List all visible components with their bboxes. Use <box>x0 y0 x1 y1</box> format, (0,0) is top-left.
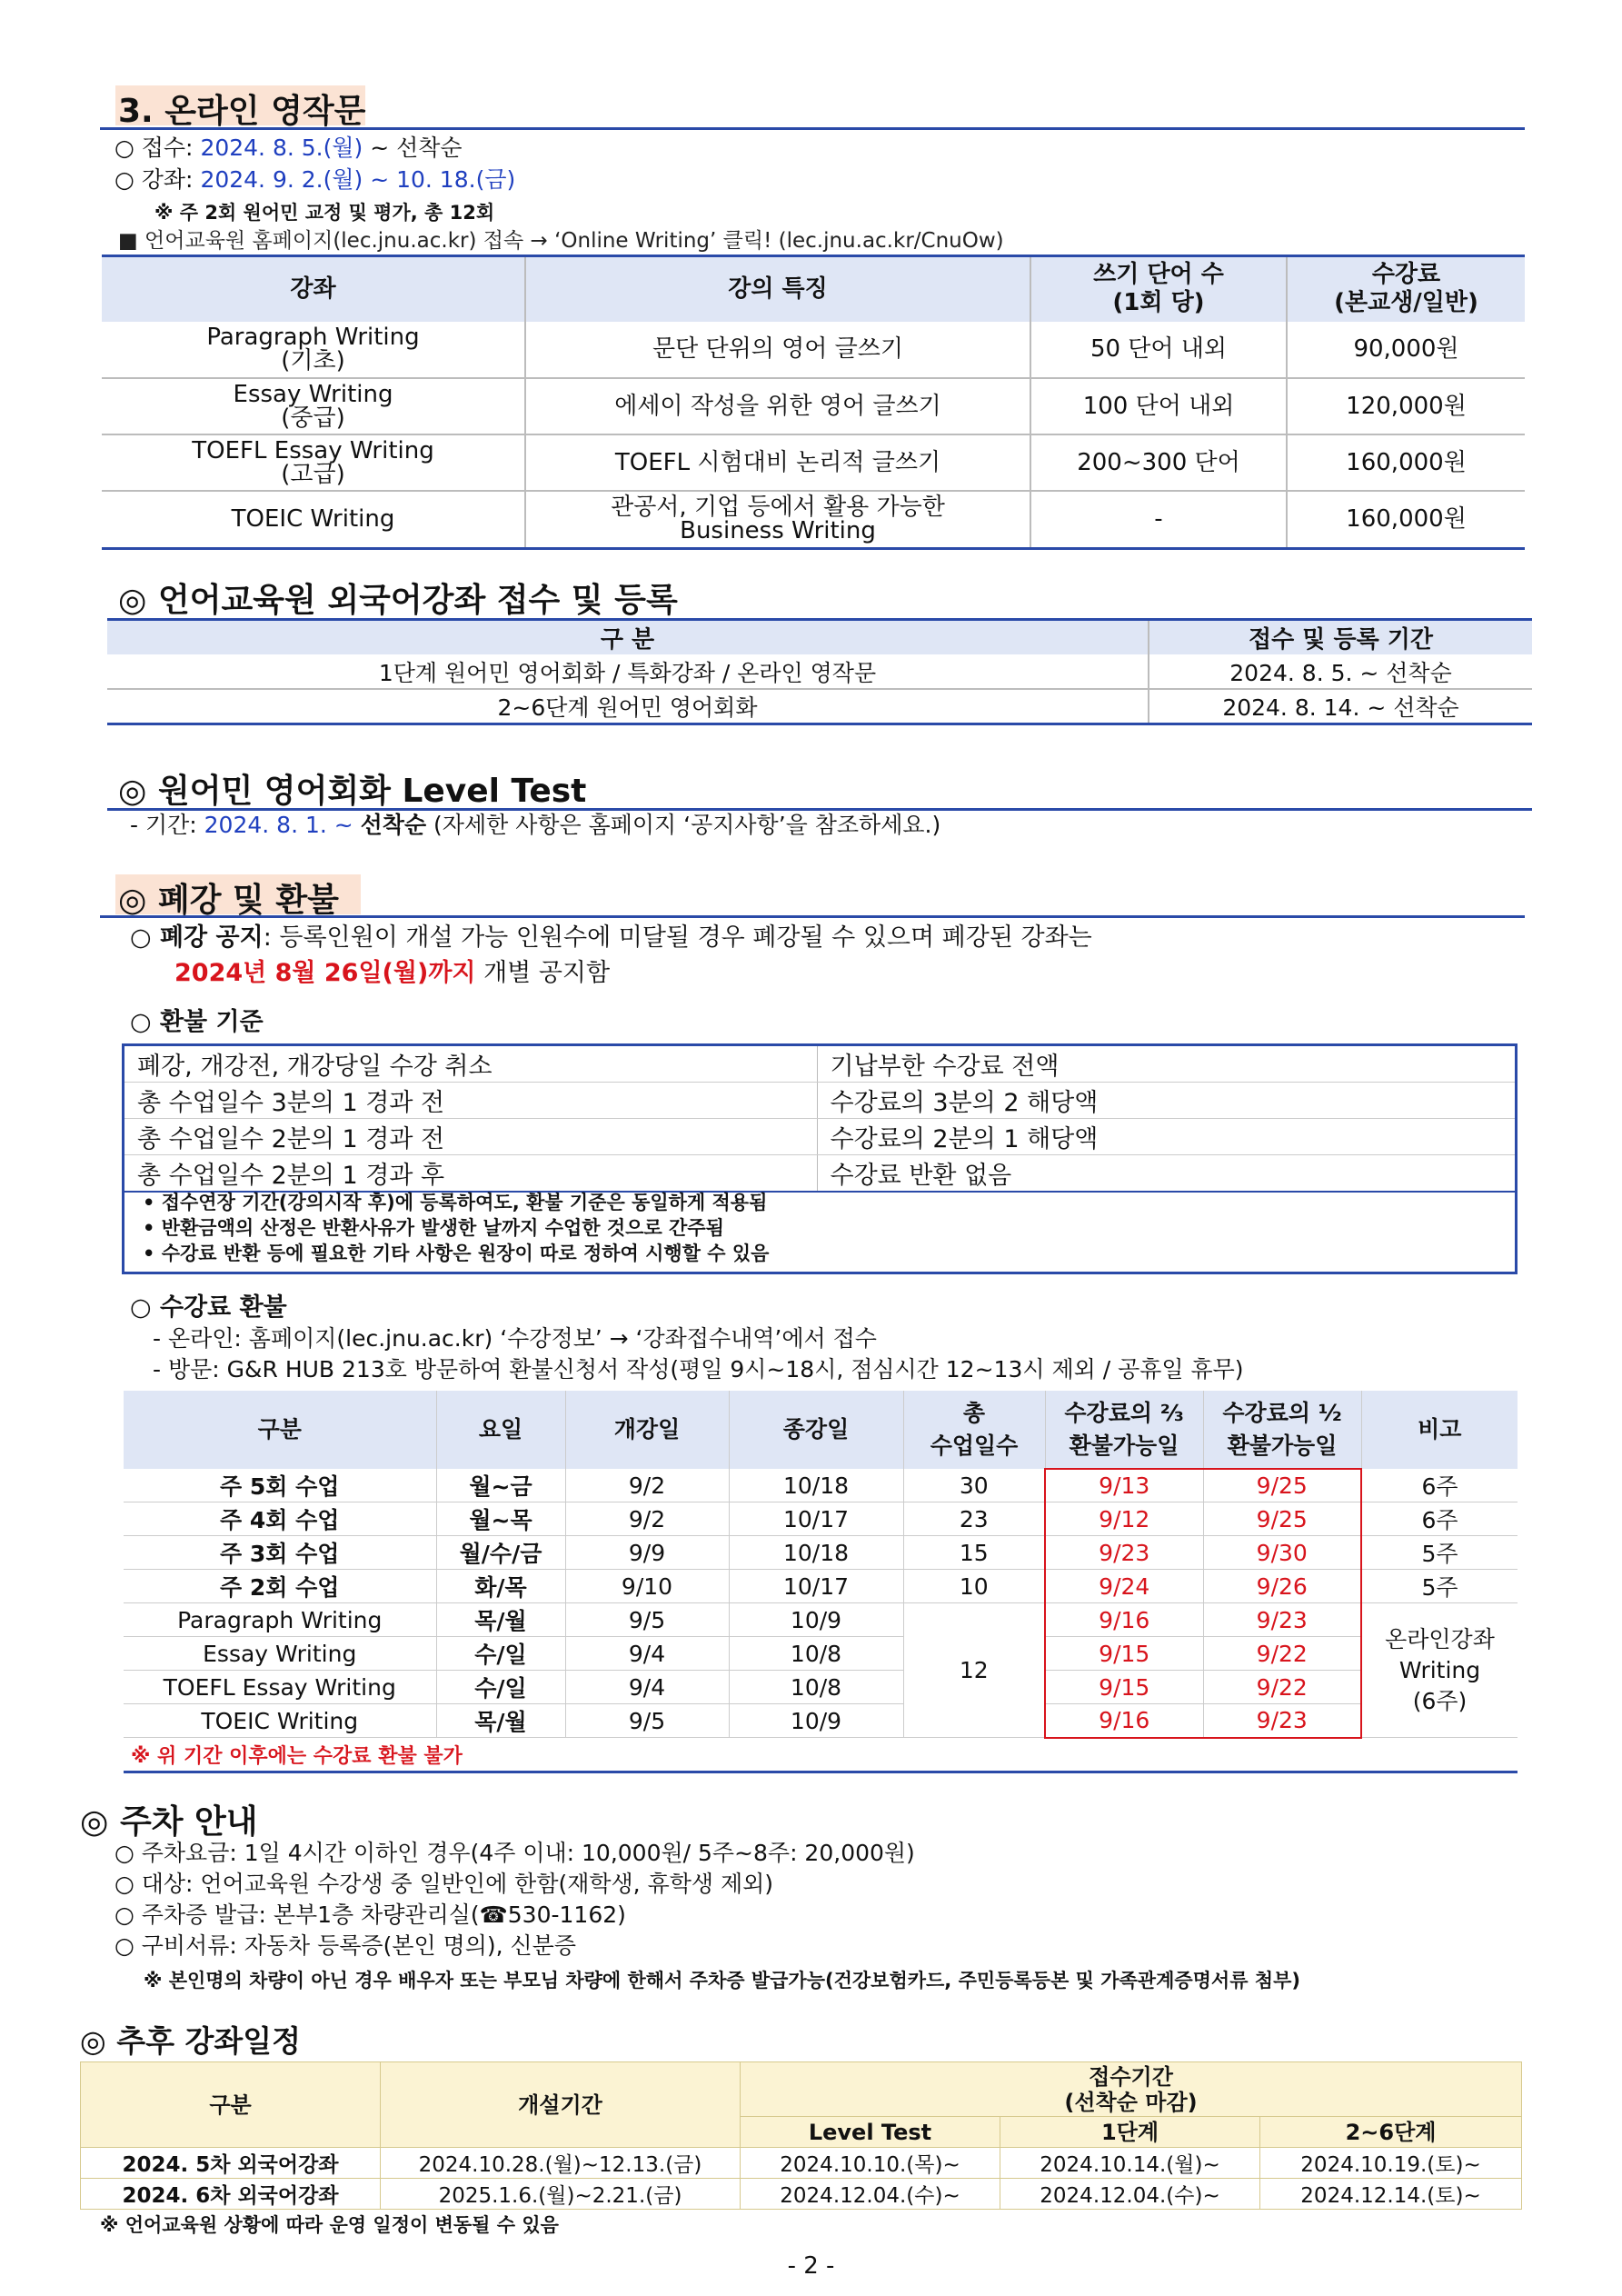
header-words: 쓰기 단어 수 (1회 당) <box>1030 256 1287 322</box>
fee-refund-online: - 온라인: 홈페이지(lec.jnu.ac.kr) ‘수강정보’ → ‘강좌접수내역’에서 접수 <box>153 1325 877 1352</box>
header-registration-period: 접수기간 (선착순 마감) <box>741 2062 1522 2117</box>
writing-note: 온라인강좌 Writing (6주) <box>1361 1603 1518 1738</box>
header-stage1: 1단계 <box>1000 2117 1260 2148</box>
parking-item: ○ 대상: 언어교육원 수강생 중 일반인에 한함(재학생, 휴학생 제외) <box>114 1871 774 1897</box>
header-feature: 강의 특징 <box>525 256 1030 322</box>
table-row: 총 수업일수 3분의 1 경과 전 수강료의 3분의 2 해당액 <box>124 1083 1515 1119</box>
header-note: 비고 <box>1361 1391 1518 1469</box>
header-stage2-6: 2~6단계 <box>1260 2117 1522 2148</box>
table-row: 총 수업일수 2분의 1 경과 후 수강료 반환 없음 <box>124 1155 1515 1193</box>
header-category: 구분 <box>81 2062 381 2148</box>
parking-item: ○ 주차요금: 1일 4시간 이하인 경우(4주 이내: 10,000원/ 5주~8주: 20,000원) <box>114 1840 915 1866</box>
header-refund-two-thirds: 수강료의 ⅔ 환불가능일 <box>1045 1391 1203 1469</box>
header-level-test: Level Test <box>741 2117 1000 2148</box>
fee-refund-title: ○ 수강료 환불 <box>130 1293 287 1322</box>
header-day: 요일 <box>436 1391 565 1469</box>
online-writing-access: ■ 언어교육원 홈페이지(lec.jnu.ac.kr) 접속 → ‘Online Writing’ 클릭! (lec.jnu.ac.kr/CnuOw) <box>118 229 1004 253</box>
parking-item: ○ 주차증 발급: 본부1층 차량관리실(☎530-1162) <box>114 1902 626 1928</box>
section-title-schedule: ◎ 추후 강좌일정 <box>80 2023 302 2059</box>
registration-table <box>107 618 1532 725</box>
refund-criteria-table <box>124 1046 1515 1193</box>
header-category: 구분 <box>124 1391 436 1469</box>
table-row: Essay Writing (중급) 에세이 작성을 위한 영어 글쓰기 100 단어 내외 120,000원 <box>102 378 1525 434</box>
future-schedule-table <box>80 2061 1522 2210</box>
table-row: 폐강, 개강전, 개강당일 수강 취소 기납부한 수강료 전액 <box>124 1046 1515 1083</box>
section-title-registration: ◎ 언어교육원 외국어강좌 접수 및 등록 <box>118 582 678 619</box>
header-course: 강좌 <box>102 256 525 322</box>
page-number: - 2 - <box>787 2252 835 2280</box>
table-row: TOEIC Writing 목/월 9/5 10/9 9/16 9/23 <box>124 1704 1518 1738</box>
table-row: 2~6단계 원어민 영어회화 2024. 8. 14. ~ 선착순 <box>107 689 1532 724</box>
online-writing-table <box>102 255 1525 550</box>
header-period: 접수 및 등록 기간 <box>1149 620 1532 655</box>
refund-bullet: • 접수연장 기간(강의시작 후)에 등록하여도, 환불 기준은 동일하게 적용됨 <box>143 1192 768 1213</box>
refund-bullet: • 반환금액의 산정은 반환사유가 발생한 날까지 수업한 것으로 간주됨 <box>143 1217 724 1239</box>
table-row: 주 5회 수업 월~금 9/2 10/18 30 9/13 9/25 6주 <box>124 1469 1518 1502</box>
closure-notice: ○ 폐강 공지: 등록인원이 개설 가능 인원수에 미달될 경우 폐강될 수 있으며 폐강된 강좌는 <box>130 923 1092 952</box>
level-test-period: - 기간: 2024. 8. 1. ~ 선착순 (자세한 사항은 홈페이지 ‘공지사항’을 참조하세요.) <box>130 812 941 838</box>
table-row: 주 2회 수업 화/목 9/10 10/17 10 9/24 9/26 5주 <box>124 1570 1518 1603</box>
section-title-parking: ◎ 주차 안내 <box>80 1803 258 1841</box>
table-row: TOEFL Essay Writing (고급) TOEFL 시험대비 논리적 글쓰기 200~300 단어 160,000원 <box>102 434 1525 491</box>
header-end: 종강일 <box>729 1391 903 1469</box>
table-row: Essay Writing 수/일 9/4 10/8 9/15 9/22 <box>124 1637 1518 1671</box>
course-period-line: ○ 강좌: 2024. 9. 2.(월) ~ 10. 18.(금) <box>114 166 516 193</box>
parking-note: ※ 본인명의 차량이 아닌 경우 배우자 또는 부모님 차량에 한해서 주차증 발급가능(건강보험카드, 주민등록등본 및 가족관계증명서류 첨부) <box>144 1970 1300 1992</box>
registration-line: ○ 접수: 2024. 8. 5.(월) ~ 선착순 <box>114 135 463 161</box>
header-total-days: 총 수업일수 <box>903 1391 1045 1469</box>
section-title-level-test: ◎ 원어민 영어회화 Level Test <box>118 773 587 810</box>
fee-refund-visit: - 방문: G&R HUB 213호 방문하여 환불신청서 작성(평일 9시~18시, 점심시간 12~13시 제외 / 공휴일 휴무) <box>153 1356 1244 1383</box>
header-refund-half: 수강료의 ½ 환불가능일 <box>1203 1391 1361 1469</box>
table-row: TOEFL Essay Writing 수/일 9/4 10/8 9/15 9/22 <box>124 1671 1518 1704</box>
table-row: 주 4회 수업 월~목 9/2 10/17 23 9/12 9/25 6주 <box>124 1502 1518 1536</box>
closure-notice-date: 2024년 8월 26일(월)까지 개별 공지함 <box>174 959 611 987</box>
table-row: Paragraph Writing 목/월 9/5 10/9 12 9/16 9/23 온라인강좌 Writing (6주) <box>124 1603 1518 1637</box>
refund-criteria-title: ○ 환불 기준 <box>130 1008 264 1036</box>
refund-criteria-box <box>122 1043 1518 1274</box>
header-category: 구 분 <box>107 620 1149 655</box>
refund-schedule-table <box>124 1391 1518 1773</box>
section-title-online-writing: 3. 온라인 영작문 <box>118 93 366 130</box>
table-row: Paragraph Writing (기초) 문단 단위의 영어 글쓰기 50 단어 내외 90,000원 <box>102 322 1525 378</box>
section-divider <box>100 127 1525 130</box>
table-row: 2024. 6차 외국어강좌 2025.1.6.(월)~2.21.(금) 2024.12.04.(수)~ 2024.12.04.(수)~ 2024.12.14.(토)~ <box>81 2179 1522 2210</box>
schedule-note: ※ 언어교육원 상황에 따라 운영 일정이 변동될 수 있음 <box>100 2214 559 2236</box>
header-open-period: 개설기간 <box>381 2062 741 2148</box>
header-fee: 수강료 (본교생/일반) <box>1287 256 1525 322</box>
header-start: 개강일 <box>565 1391 729 1469</box>
refund-footnote: ※ 위 기간 이후에는 수강료 환불 불가 <box>131 1744 463 1768</box>
correction-note: ※ 주 2회 원어민 교정 및 평가, 총 12회 <box>154 202 495 224</box>
table-row: 1단계 원어민 영어회화 / 특화강좌 / 온라인 영작문 2024. 8. 5. ~ 선착순 <box>107 654 1532 689</box>
section-divider <box>100 915 1525 918</box>
table-row: TOEIC Writing 관공서, 기업 등에서 활용 가능한 Business Writing - 160,000원 <box>102 491 1525 549</box>
table-row: 총 수업일수 2분의 1 경과 전 수강료의 2분의 1 해당액 <box>124 1119 1515 1155</box>
refund-bullet: • 수강료 반환 등에 필요한 기타 사항은 원장이 따로 정하여 시행할 수 있음 <box>143 1243 770 1264</box>
table-row: 2024. 5차 외국어강좌 2024.10.28.(월)~12.13.(금) 2024.10.10.(목)~ 2024.10.14.(월)~ 2024.10.19.(토)~ <box>81 2148 1522 2179</box>
section-title-refund: ◎ 폐강 및 환불 <box>118 882 339 919</box>
writing-total-days: 12 <box>903 1603 1045 1738</box>
parking-item: ○ 구비서류: 자동차 등록증(본인 명의), 신분증 <box>114 1932 576 1959</box>
table-row: 주 3회 수업 월/수/금 9/9 10/18 15 9/23 9/30 5주 <box>124 1536 1518 1570</box>
